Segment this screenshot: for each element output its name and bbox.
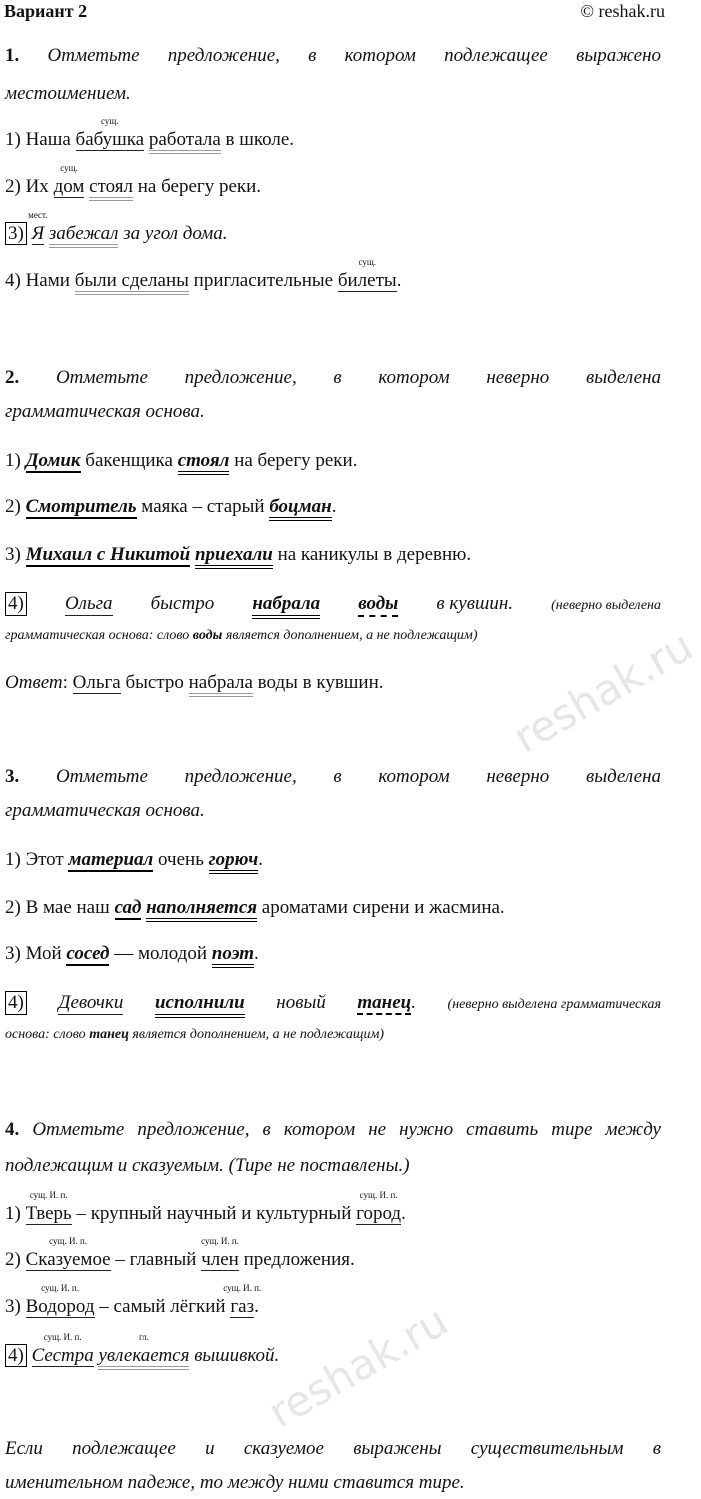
q1-option-4: 4) Нами были сделаны пригласительные сущ. билеты. (5, 270, 661, 292)
answer-box: 4) (5, 592, 27, 616)
subject: дом (53, 176, 85, 197)
subject: Сестра (31, 1345, 94, 1366)
predicate: член (201, 1249, 239, 1270)
subject: Домик (25, 450, 81, 471)
watermark: reshak.ru (505, 621, 701, 763)
q3-text-line2: грамматическая основа. (5, 800, 205, 821)
q1-text-line1: 1. Отметьте предложение, в котором подлежащее выражено (5, 45, 662, 66)
variant-title: Вариант 2 (4, 1, 88, 21)
predicate: стоял (178, 450, 230, 475)
subject: Водород (25, 1296, 95, 1317)
q3-note-line2: основа: слово танец является дополнением, а не подлежащим) (5, 1027, 385, 1042)
subject: сад (114, 897, 142, 918)
answer-box: 4) (5, 991, 27, 1015)
q4-rule-line2: именительном падеже, то между ними ставится тире. (5, 1472, 465, 1493)
q2-option-1: 1) Домик бакенщика стоял на берегу реки. (5, 450, 661, 472)
q4-rule-line1: Если подлежащее и сказуемое выражены существительным в (5, 1438, 661, 1459)
predicate: боцман (269, 496, 331, 521)
q3-option-2: 2) В мае наш сад наполняется ароматами сирени и жасмина. (5, 897, 661, 919)
subject: Тверь (25, 1203, 72, 1224)
q2-answer: Ответ: Ольга быстро набрала воды в кувшин. (5, 672, 661, 694)
subject: билеты (337, 270, 397, 291)
predicate: поэт (212, 943, 254, 968)
q1-text-line2: местоимением. (5, 83, 131, 104)
subject: Смотритель (25, 496, 137, 517)
q2-text-line1: 2. Отметьте предложение, в котором неверно выделена (5, 367, 661, 388)
q3-text-line1: 3. Отметьте предложение, в котором неверно выделена (5, 766, 661, 787)
answer-box: 3) (5, 222, 27, 245)
q3-option-4: 4) Девочки исполнили новый танец. (неверно выделена грамматическая (5, 991, 661, 1018)
predicate: набрала (252, 593, 320, 619)
subject: материал (68, 849, 154, 870)
subject: сосед (66, 943, 110, 964)
predicate: увлекается (98, 1345, 189, 1370)
object: танец (357, 992, 412, 1013)
subject: Ольга (72, 672, 121, 693)
predicate: были сделаны (75, 270, 189, 295)
q3-option-3: 3) Мой сосед — молодой поэт. (5, 943, 661, 965)
predicate: город (356, 1203, 402, 1224)
watermark: reshak.ru (260, 1296, 456, 1438)
predicate: газ (230, 1296, 255, 1317)
predicate: приехали (195, 544, 273, 569)
q2-option-4: 4) Ольга быстро набрала воды в кувшин. (неверно выделена (5, 592, 661, 619)
q2-text-line2: грамматическая основа. (5, 401, 205, 422)
q2-option-3: 3) Михаил с Никитой приехали на каникулы в деревню. (5, 544, 661, 566)
predicate: набрала (189, 672, 253, 697)
subject: Я (31, 223, 45, 244)
site-credit: © reshak.ru (580, 1, 665, 21)
q1-option-3: 3) мест. Я забежал за угол дома. (5, 223, 661, 245)
predicate: исполнили (155, 992, 245, 1018)
predicate: наполняется (146, 897, 257, 922)
q4-option-3: 3) сущ. И. п. Водород – самый лёгкий сущ. И. п. газ. (5, 1283, 262, 1317)
q4-text-line2: подлежащим и сказуемым. (Тире не поставлены.) (5, 1155, 410, 1176)
answer-box: 4) (5, 1344, 27, 1367)
predicate: забежал (49, 223, 119, 248)
q4-text-line1: 4. Отметьте предложение, в котором не нужно ставить тире между (5, 1119, 661, 1140)
object: воды (358, 593, 398, 617)
predicate: горюч (209, 849, 259, 874)
q3-option-1: 1) Этот материал очень горюч. (5, 849, 661, 871)
q2-note-line2: грамматическая основа: слово воды является дополнением, а не подлежащим) (5, 628, 478, 643)
q2-option-2: 2) Смотритель маяка – старый боцман. (5, 496, 661, 518)
predicate: стоял (89, 176, 133, 201)
q4-option-2: 2) сущ. И. п. Сказуемое – главный сущ. И. п. член предложения. (5, 1236, 355, 1270)
q4-option-4: 4) сущ. И. п. Сестра гл. увлекается вышивкой. (5, 1345, 661, 1367)
subject: Ольга (64, 593, 113, 614)
subject: Михаил с Никитой (25, 544, 191, 565)
q1-option-2: 2) Их сущ. дом стоял на берегу реки. (5, 176, 661, 198)
subject: Девочки (58, 992, 124, 1013)
predicate: работала (149, 129, 221, 154)
q1-option-1: 1) Наша сущ. бабушка работала в школе. (5, 129, 661, 151)
subject: Сказуемое (25, 1249, 111, 1270)
q4-option-1: 1) сущ. И. п. Тверь – крупный научный и культурный сущ. И. п. город. (5, 1190, 406, 1224)
subject: бабушка (75, 129, 145, 150)
